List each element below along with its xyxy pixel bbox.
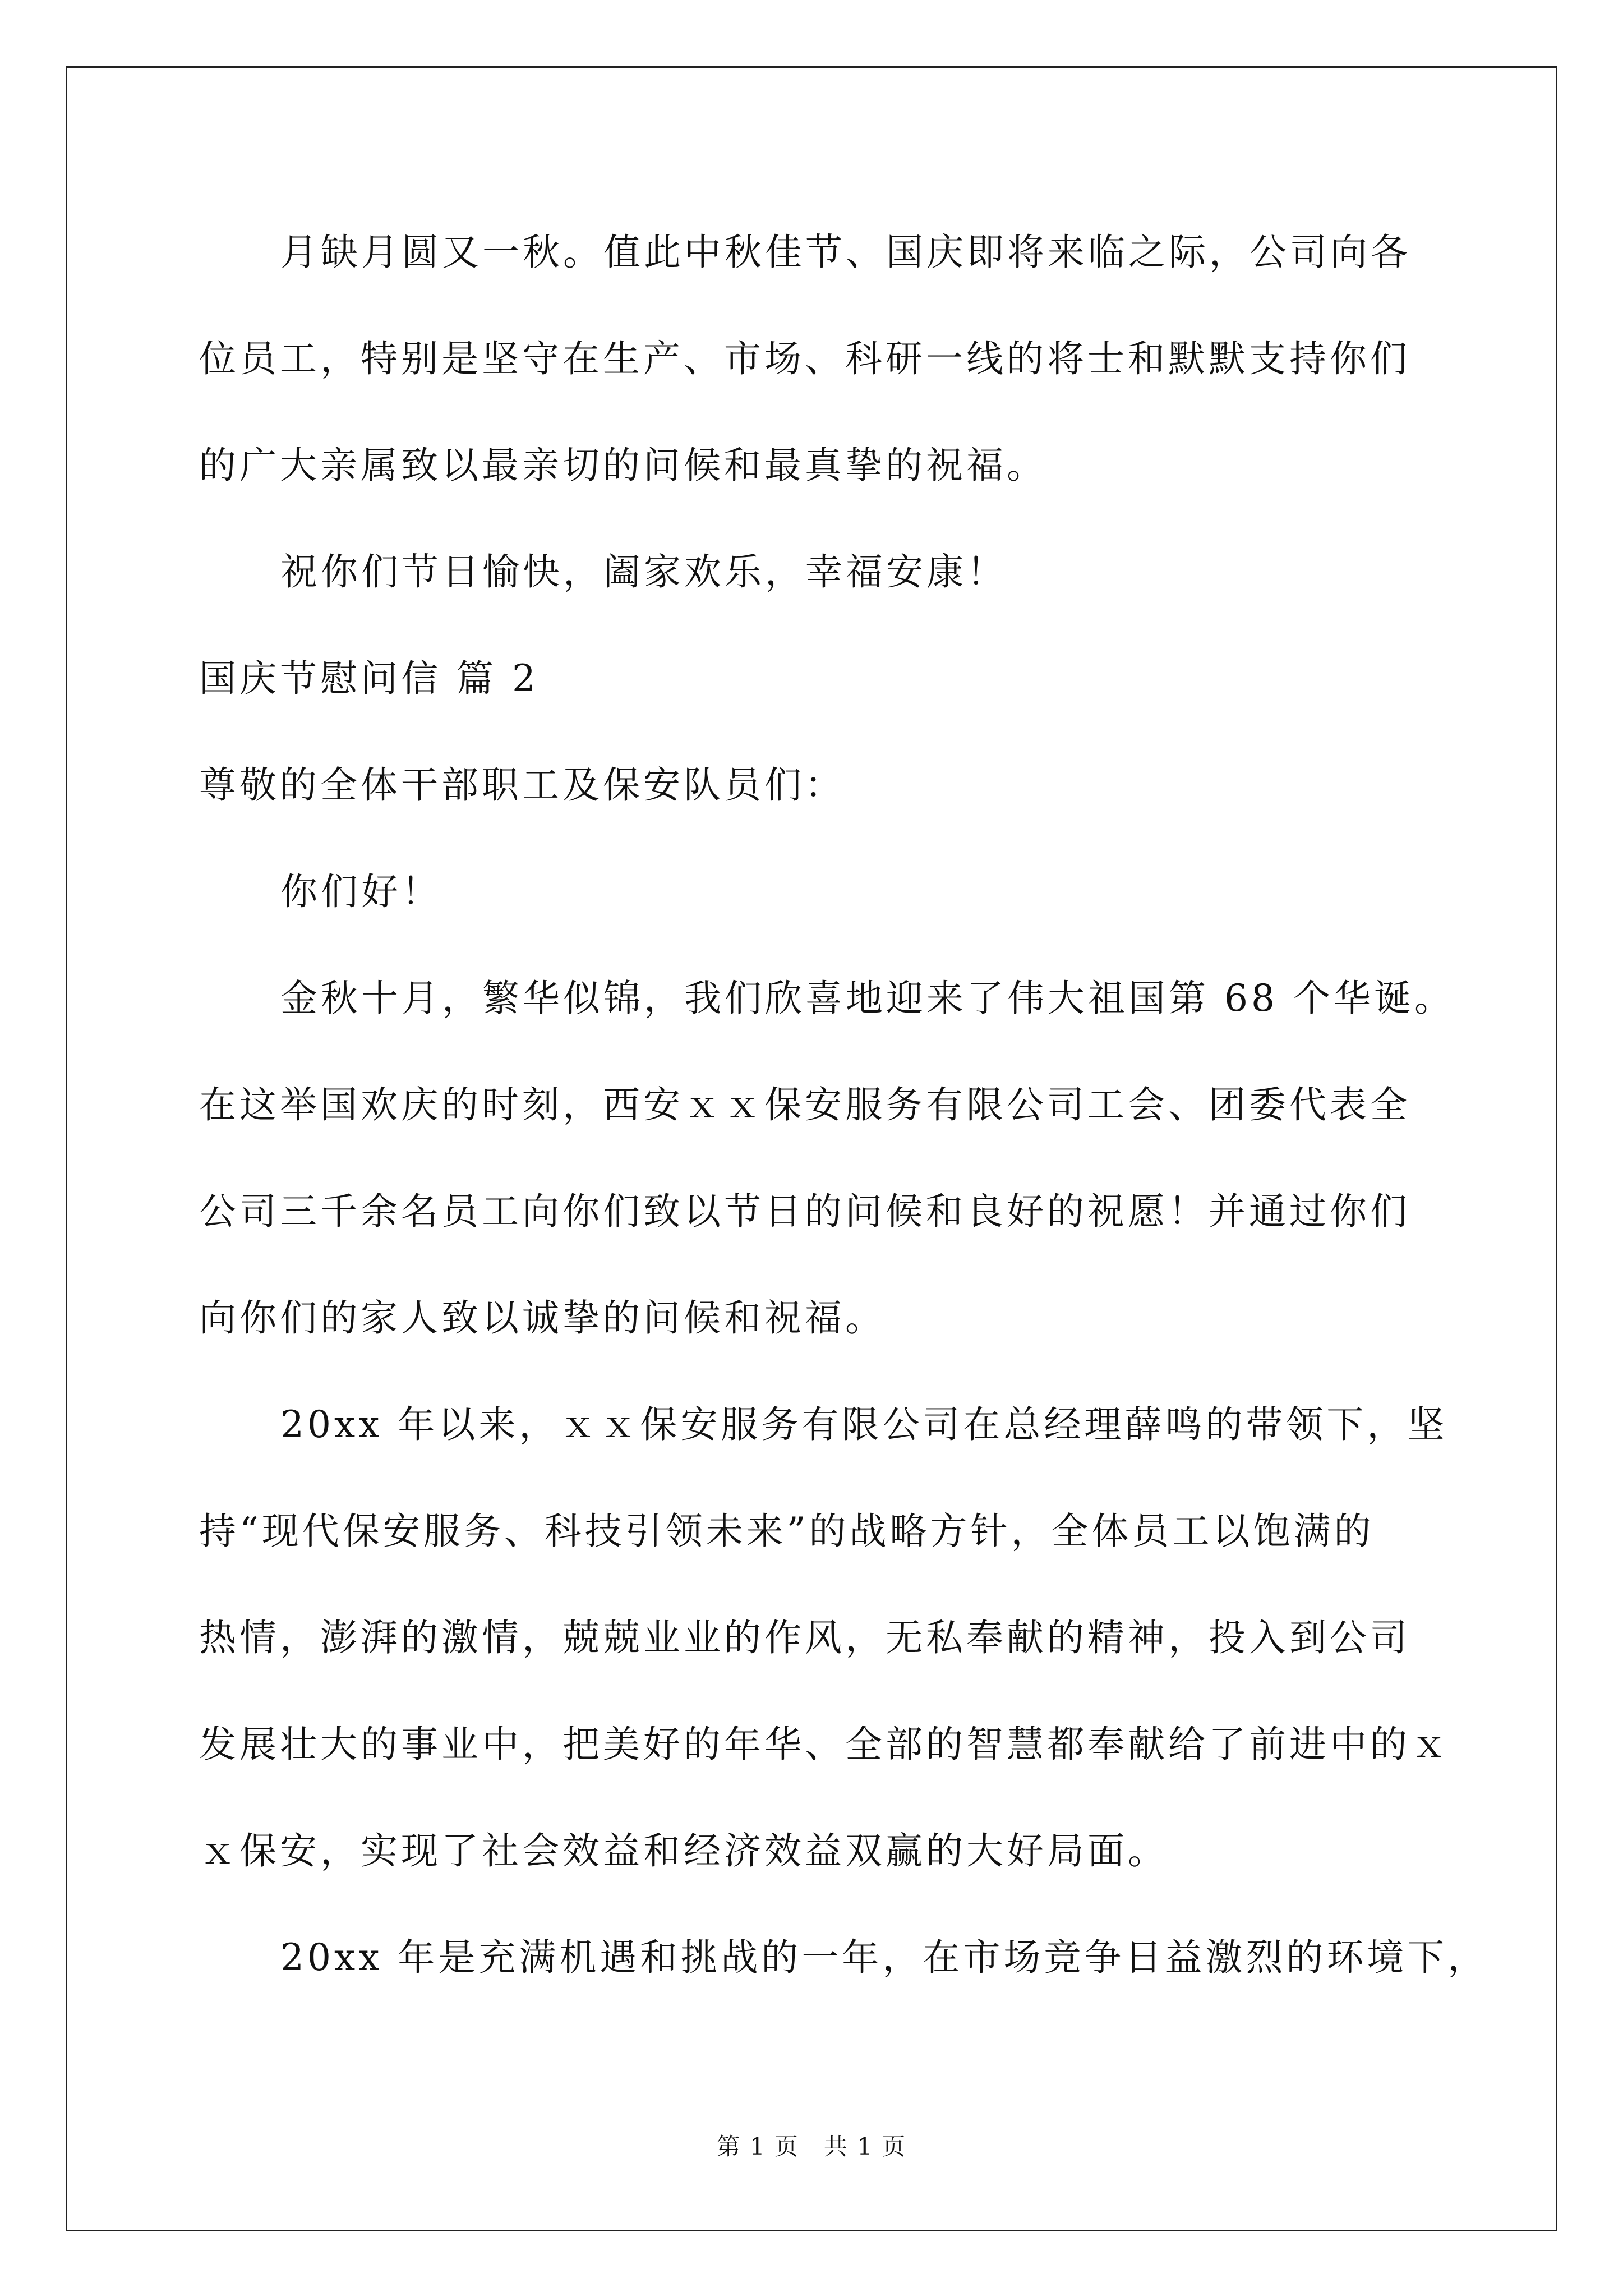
- section-heading: 国庆节慰问信 篇 2: [199, 657, 539, 700]
- paragraph-2: 祝你们节日愉快，阖家欢乐，幸福安康！: [280, 550, 1007, 593]
- page-footer: 第 1 页 共 1 页: [716, 2133, 907, 2160]
- paragraph-3-line-2: 在这举国欢庆的时刻，西安ｘｘ保安服务有限公司工会、团委代表全: [199, 1083, 1410, 1126]
- paragraph-3-line-3: 公司三千余名员工向你们致以节日的问候和良好的祝愿！并通过你们: [199, 1190, 1410, 1233]
- paragraph-4-line-2: 持“现代保安服务、科技引领未来”的战略方针，全体员工以饱满的: [199, 1510, 1375, 1553]
- paragraph-4-line-3: 热情，澎湃的激情，兢兢业业的作风，无私奉献的精神，投入到公司: [199, 1616, 1410, 1659]
- paragraph-4-line-4: 发展壮大的事业中，把美好的年华、全部的智慧都奉献给了前进中的ｘ: [199, 1723, 1451, 1766]
- salutation: 尊敬的全体干部职工及保安队员们：: [199, 763, 845, 807]
- paragraph-5-line-1: 20xx 年是充满机遇和挑战的一年，在市场竞争日益激烈的环境下，: [280, 1936, 1488, 1979]
- paragraph-1-line-2: 位员工，特别是坚守在生产、市场、科研一线的将士和默默支持你们: [199, 337, 1410, 380]
- paragraph-4-line-5: ｘ保安，实现了社会效益和经济效益双赢的大好局面。: [199, 1829, 1168, 1872]
- paragraph-1-line-3: 的广大亲属致以最亲切的问候和最真挚的祝福。: [199, 444, 1047, 487]
- paragraph-1-line-1: 月缺月圆又一秋。值此中秋佳节、国庆即将来临之际，公司向各: [280, 231, 1411, 274]
- paragraph-4-line-1: 20xx 年以来，ｘｘ保安服务有限公司在总经理薛鸣的带领下，坚: [280, 1403, 1448, 1446]
- greeting: 你们好！: [280, 870, 442, 913]
- page-border: [66, 66, 1557, 2231]
- paragraph-3-line-4: 向你们的家人致以诚挚的问候和祝福。: [199, 1296, 886, 1340]
- paragraph-3-line-1: 金秋十月，繁华似锦，我们欣喜地迎来了伟大祖国第 68 个华诞。: [280, 977, 1455, 1020]
